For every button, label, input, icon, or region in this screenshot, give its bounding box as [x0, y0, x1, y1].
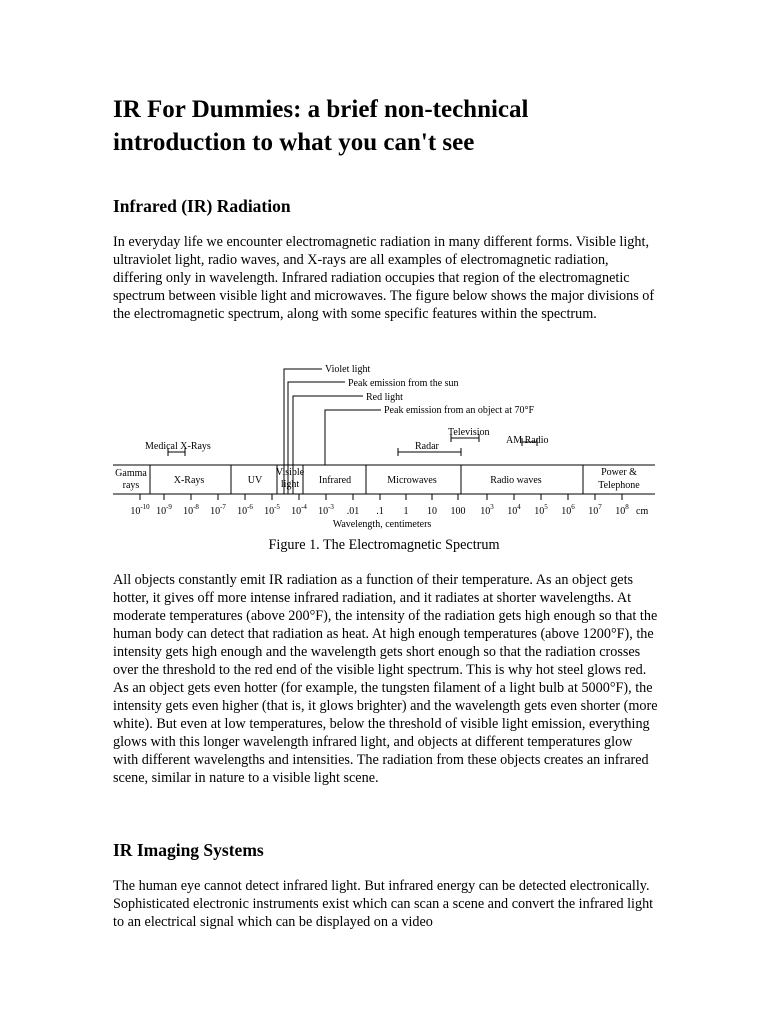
- title-line-1: IR For Dummies: a brief non-technical: [113, 96, 529, 123]
- axis-tick-label: $10^8$: [615, 503, 629, 517]
- band-radio-waves: Radio waves: [490, 475, 542, 486]
- band-gamma-line1: Gamma: [115, 468, 147, 479]
- section-heading-infrared: Infrared (IR) Radiation: [113, 196, 291, 216]
- band-infrared: Infrared: [318, 475, 352, 486]
- object-peak-leader: [325, 410, 381, 465]
- page-title: [113, 93, 658, 159]
- axis-tick-label: $10^{-9}$: [156, 503, 172, 517]
- axis-tick-label: $10^{-5}$: [264, 503, 280, 517]
- feature-am-radio: AM Radio: [506, 435, 549, 446]
- axis-tick-label: .01: [346, 506, 360, 517]
- axis-tick-label: $10^{-4}$: [291, 503, 307, 517]
- title-line-2: introduction to what you can't see: [113, 129, 475, 156]
- axis-ticks: [140, 494, 622, 500]
- band-visible-line2: light: [280, 479, 300, 490]
- axis-tick-label: $10^6$: [561, 503, 575, 517]
- feature-medical-xrays: Medical X-Rays: [145, 441, 211, 452]
- band-power-line1: Power &: [601, 467, 637, 478]
- callout-violet-light: Violet light: [325, 364, 371, 375]
- axis-tick-label: $10^{-8}$: [183, 503, 199, 517]
- figure-caption: Figure 1. The Electromagnetic Spectrum: [268, 537, 500, 553]
- axis-tick-label: $10^3$: [480, 503, 494, 517]
- medical-xrays-range: [168, 448, 185, 456]
- axis-tick-label: 100: [450, 506, 466, 517]
- axis-tick-label: 10: [427, 506, 437, 517]
- callout-sun-peak: Peak emission from the sun: [348, 378, 459, 389]
- axis-unit: cm: [636, 506, 649, 517]
- radar-range: [398, 448, 461, 456]
- imaging-paragraph: The human eye cannot detect infrared light. But infrared energy can be detected electronically. Sophisticated electronic instruments exist which can scan a scene and convert the infrared light to an electrical signal which can be displayed on a video: [113, 878, 654, 930]
- sun-peak-leader: [288, 382, 345, 494]
- axis-tick-label: $10^{-10}$: [130, 503, 150, 517]
- feature-television: Television: [448, 427, 490, 438]
- axis-tick-label: $10^{-7}$: [210, 503, 226, 517]
- band-microwaves: Microwaves: [387, 475, 437, 486]
- axis-tick-label: $10^7$: [588, 503, 602, 517]
- emission-paragraph: All objects constantly emit IR radiation as a function of their temperature. As an object gets hotter, it gives off more intense infrared radiation, and it radiates at shorter wavelengths. At moderate temperatures (above 200°F), the intensity of the radiation gets high enough so that the human body can detect that radiation as heat. At high enough temperatures (above 1200°F), the intensity gets high enough and the wavelength gets short enough so that the radiation crosses over the threshold to the red end of the visible light spectrum. This is why hot steel glows red. As an object gets even hotter (for example, the tungsten filament of a light bulb at 5000°F), the intensity gets even higher (that is, it glows brighter) and the wavelength gets even shorter (more white). But even at low temperatures, below the threshold of visible light emission, everything glows with this longer wavelength infrared light, and objects at different temperatures glow with different wavelengths and intensities. The radiation from these objects creates an infrared scene, similar in nature to a visible light scene.: [113, 572, 658, 786]
- axis-label: Wavelength, centimeters: [332, 519, 432, 530]
- violet-light-leader: [284, 369, 322, 494]
- band-uv: UV: [247, 475, 263, 486]
- axis-tick-label: $10^5$: [534, 503, 548, 517]
- red-light-leader: [293, 396, 363, 494]
- band-power-line2: Telephone: [598, 480, 640, 491]
- axis-tick-label: .1: [376, 506, 384, 517]
- band-gamma-line2: rays: [122, 480, 140, 491]
- band-xrays: X-Rays: [173, 475, 205, 486]
- axis-tick-label: $10^4$: [507, 503, 521, 517]
- feature-radar: Radar: [415, 441, 439, 452]
- am-radio-range: [522, 438, 537, 446]
- intro-paragraph: In everyday life we encounter electromagnetic radiation in many different forms. Visible light, ultraviolet light, radio waves, and X-rays are all examples of electromagnetic radiation, differing only in wavelength. Infrared radiation occupies that region of the electromagnetic spectrum between visible light and microwaves. The figure below shows the major divisions of the electromagnetic spectrum, along with some specific features within the spectrum.: [113, 234, 655, 322]
- axis-tick-label: $10^{-3}$: [318, 503, 334, 517]
- callout-object-peak: Peak emission from an object at 70°F: [384, 405, 535, 416]
- television-range: [451, 434, 479, 442]
- section-heading-imaging: IR Imaging Systems: [113, 840, 264, 860]
- band-visible-line1: Visible: [275, 467, 305, 478]
- axis-tick-label: $10^{-6}$: [237, 503, 253, 517]
- axis-tick-labels: [130, 503, 629, 517]
- axis-tick-label: 1: [403, 506, 409, 517]
- callout-red-light: Red light: [366, 392, 403, 403]
